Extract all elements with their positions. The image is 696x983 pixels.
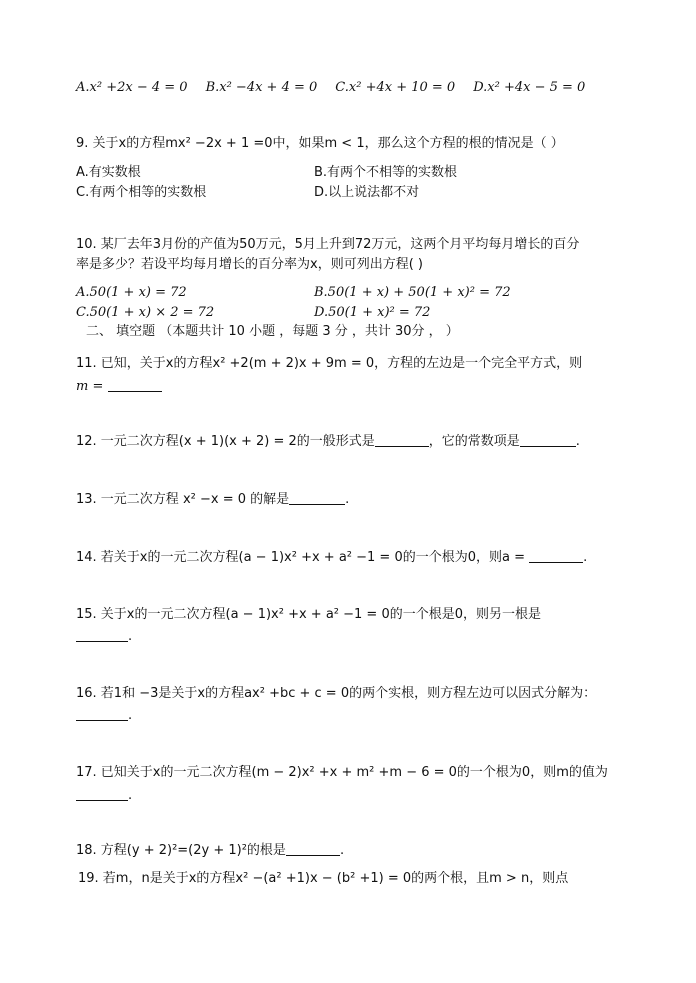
q13-blank[interactable]	[289, 490, 345, 505]
q14-blank[interactable]	[529, 548, 583, 563]
q12-blank-general-form[interactable]	[375, 432, 429, 447]
q11-answer-blank[interactable]	[108, 377, 162, 392]
q10-option-b: B.50(1 + x) + 50(1 + x)² = 72	[314, 285, 511, 300]
q11-answer-prefix: m =	[76, 379, 104, 394]
q16-suffix: .	[128, 708, 133, 723]
q11-line1: 11. 已知，关于x的方程x² +2(m + 2)x + 9m = 0，方程的左边是一个完全平方式，则	[76, 356, 583, 371]
q16-blank[interactable]	[76, 706, 128, 721]
q18-line	[76, 841, 656, 861]
q14-prefix: 14. 若关于x的一元二次方程(a − 1)x² +x + a² −1 = 0的一个根为0，则a =	[76, 550, 530, 565]
q9-option-d: D.以上说法都不对	[314, 185, 420, 200]
q10-stem-line1: 10. 某厂去年3月份的产值为50万元，5月上升到72万元，这两个月平均每月增长的百分	[76, 237, 580, 252]
q15-line2	[76, 627, 656, 647]
q8-option-d: D.x² +4x − 5 = 0	[473, 80, 586, 95]
q8-option-a: A.x² +2x − 4 = 0	[76, 80, 188, 95]
q16-line1: 16. 若1和 −3是关于x的方程ax² +bc + c = 0的两个实根，则方程左边可以因式分解为：	[76, 686, 597, 701]
q16-line2	[76, 706, 656, 726]
q17-blank[interactable]	[76, 786, 128, 801]
q14-suffix: .	[583, 550, 588, 565]
q12-line	[76, 432, 656, 452]
q11-line2	[76, 377, 656, 397]
q15-blank[interactable]	[76, 627, 128, 642]
q10-stem-line2: 率是多少？若设平均每月增长的百分率为x，则可列出方程( )	[76, 257, 423, 272]
q8-option-c: C.x² +4x + 10 = 0	[335, 80, 456, 95]
q9-option-c: C.有两个相等的实数根	[76, 185, 207, 200]
q13-suffix: .	[345, 492, 350, 507]
section-heading: 二、 填空题 （本题共计 10 小题 ，每题 3 分 ，共计 30分 ， ）	[86, 324, 459, 339]
q13-prefix: 13. 一元二次方程 x² −x = 0 的解是	[76, 492, 290, 507]
q10-option-c: C.50(1 + x) × 2 = 72	[76, 305, 215, 320]
q9-options	[76, 164, 636, 202]
q12-prefix: 12. 一元二次方程(x + 1)(x + 2) = 2的一般形式是	[76, 434, 375, 449]
q10-options	[76, 284, 636, 322]
q17-suffix: .	[128, 788, 133, 803]
q17-line1: 17. 已知关于x的一元二次方程(m − 2)x² +x + m² +m − 6 = 0的一个根为0，则m的值为	[76, 765, 608, 780]
q13-line	[76, 490, 656, 510]
q9-option-b: B.有两个不相等的实数根	[314, 165, 458, 180]
q18-prefix: 18. 方程(y + 2)²=(2y + 1)²的根是	[76, 843, 286, 858]
q18-blank[interactable]	[286, 841, 340, 856]
q9-option-a: A.有实数根	[76, 165, 141, 180]
q10-option-d: D.50(1 + x)² = 72	[314, 305, 431, 320]
q8-option-b: B.x² −4x + 4 = 0	[205, 80, 318, 95]
q9-stem: 9. 关于x的方程mx² −2x + 1 =0中，如果m < 1，那么这个方程的根的情况是（ ）	[76, 136, 564, 151]
q18-suffix: .	[339, 843, 345, 858]
q17-line2	[76, 786, 656, 806]
q14-line	[76, 548, 656, 568]
q15-suffix: .	[128, 629, 133, 644]
q12-blank-constant[interactable]	[520, 432, 576, 447]
q8-options	[76, 78, 585, 98]
q10-option-a: A.50(1 + x) = 72	[76, 285, 187, 300]
q12-middle: ，它的常数项是	[428, 434, 520, 449]
q19-line1: 19. 若m，n是关于x的方程x² −(a² +1)x − (b² +1) = 0的两个根，且m > n，则点	[78, 871, 569, 886]
q12-suffix: .	[575, 434, 580, 449]
q15-line1: 15. 关于x的一元二次方程(a − 1)x² +x + a² −1 = 0的一个根是0，则另一根是	[76, 607, 541, 622]
